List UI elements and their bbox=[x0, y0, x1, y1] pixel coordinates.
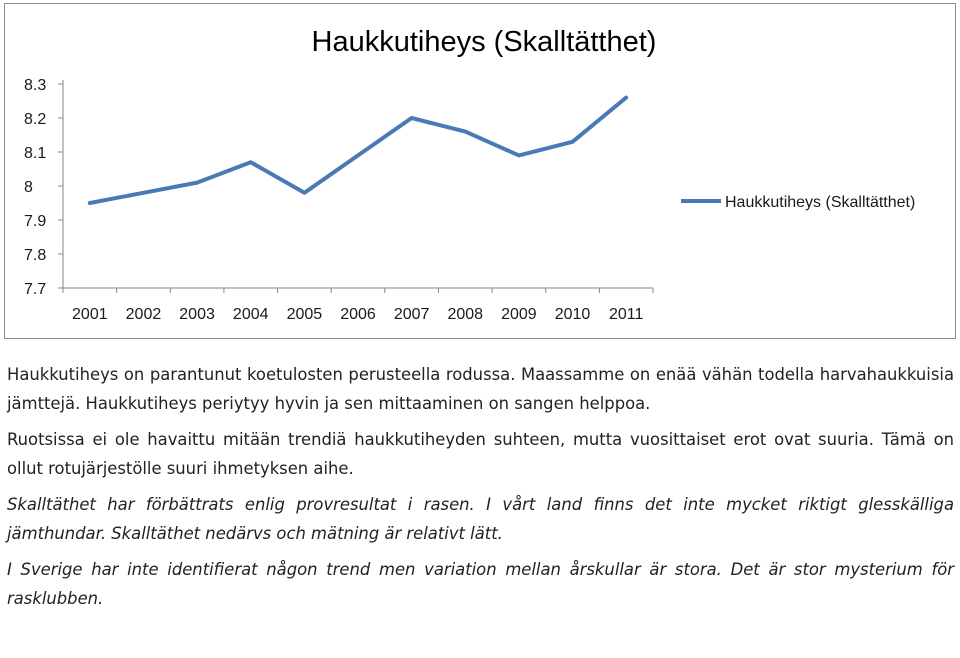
paragraph-sv-2: I Sverige har inte identifierat någon trend men variation mellan årskullar är stora. Det är stor mysterium för rasklubben. bbox=[7, 560, 954, 608]
data-point bbox=[197, 182, 198, 183]
y-tick-label: 8 bbox=[24, 179, 33, 196]
data-point bbox=[465, 131, 466, 132]
data-point bbox=[250, 162, 251, 163]
x-tick-label: 2006 bbox=[340, 306, 376, 323]
x-tick-label: 2001 bbox=[72, 306, 108, 323]
data-point bbox=[518, 155, 519, 156]
data-point bbox=[304, 192, 305, 193]
series-line bbox=[90, 98, 626, 203]
x-axis bbox=[63, 288, 653, 323]
y-tick-label: 8.2 bbox=[24, 111, 47, 128]
x-tick-label: 2007 bbox=[393, 306, 430, 323]
y-tick-label: 8.1 bbox=[24, 145, 47, 162]
x-tick-label: 2009 bbox=[501, 306, 537, 323]
x-tick-label: 2005 bbox=[286, 306, 323, 323]
x-tick-label: 2008 bbox=[447, 306, 484, 323]
data-point bbox=[626, 97, 627, 98]
data-point bbox=[572, 141, 573, 142]
legend bbox=[681, 194, 915, 211]
x-tick-label: 2004 bbox=[232, 306, 269, 323]
legend-label: Haukkutiheys (Skalltätthet) bbox=[725, 194, 916, 211]
x-tick-label: 2010 bbox=[554, 306, 591, 323]
x-tick-label: 2011 bbox=[608, 306, 644, 323]
chart-frame bbox=[4, 3, 956, 339]
series-lines bbox=[89, 97, 626, 203]
data-point bbox=[143, 192, 144, 193]
chart-title: Haukkutiheys (Skalltätthet) bbox=[311, 26, 657, 58]
x-tick-label: 2003 bbox=[179, 306, 215, 323]
data-point bbox=[411, 118, 412, 119]
data-point bbox=[89, 203, 90, 204]
x-tick-label: 2002 bbox=[125, 306, 162, 323]
description-text bbox=[7, 360, 954, 613]
y-tick-label: 7.8 bbox=[24, 247, 47, 264]
paragraph-fi-2: Ruotsissa ei ole havaittu mitään trendiä haukkutiheyden suhteen, mutta vuosittaiset erot ovat suuria. Tämä on ollut rotujärjestölle suuri ihmetyksen aihe. bbox=[7, 430, 954, 478]
line-chart bbox=[5, 4, 957, 340]
y-tick-label: 8.3 bbox=[24, 77, 47, 94]
paragraph-fi-1: Haukkutiheys on parantunut koetulosten perusteella rodussa. Maassamme on enää vähän todella harvahaukkuisia jämttejä. Haukkutiheys periytyy hyvin ja sen mittaaminen on sangen helppoa. bbox=[7, 365, 954, 413]
data-point bbox=[358, 155, 359, 156]
y-tick-label: 7.7 bbox=[24, 281, 47, 298]
y-tick-label: 7.9 bbox=[24, 213, 47, 230]
y-axis bbox=[24, 77, 63, 298]
paragraph-sv-1: Skalltäthet har förbättrats enlig provresultat i rasen. I vårt land finns det inte mycket riktigt glesskälliga jämthundar. Skalltäthet nedärvs och mätning är relativt lätt. bbox=[7, 495, 954, 543]
